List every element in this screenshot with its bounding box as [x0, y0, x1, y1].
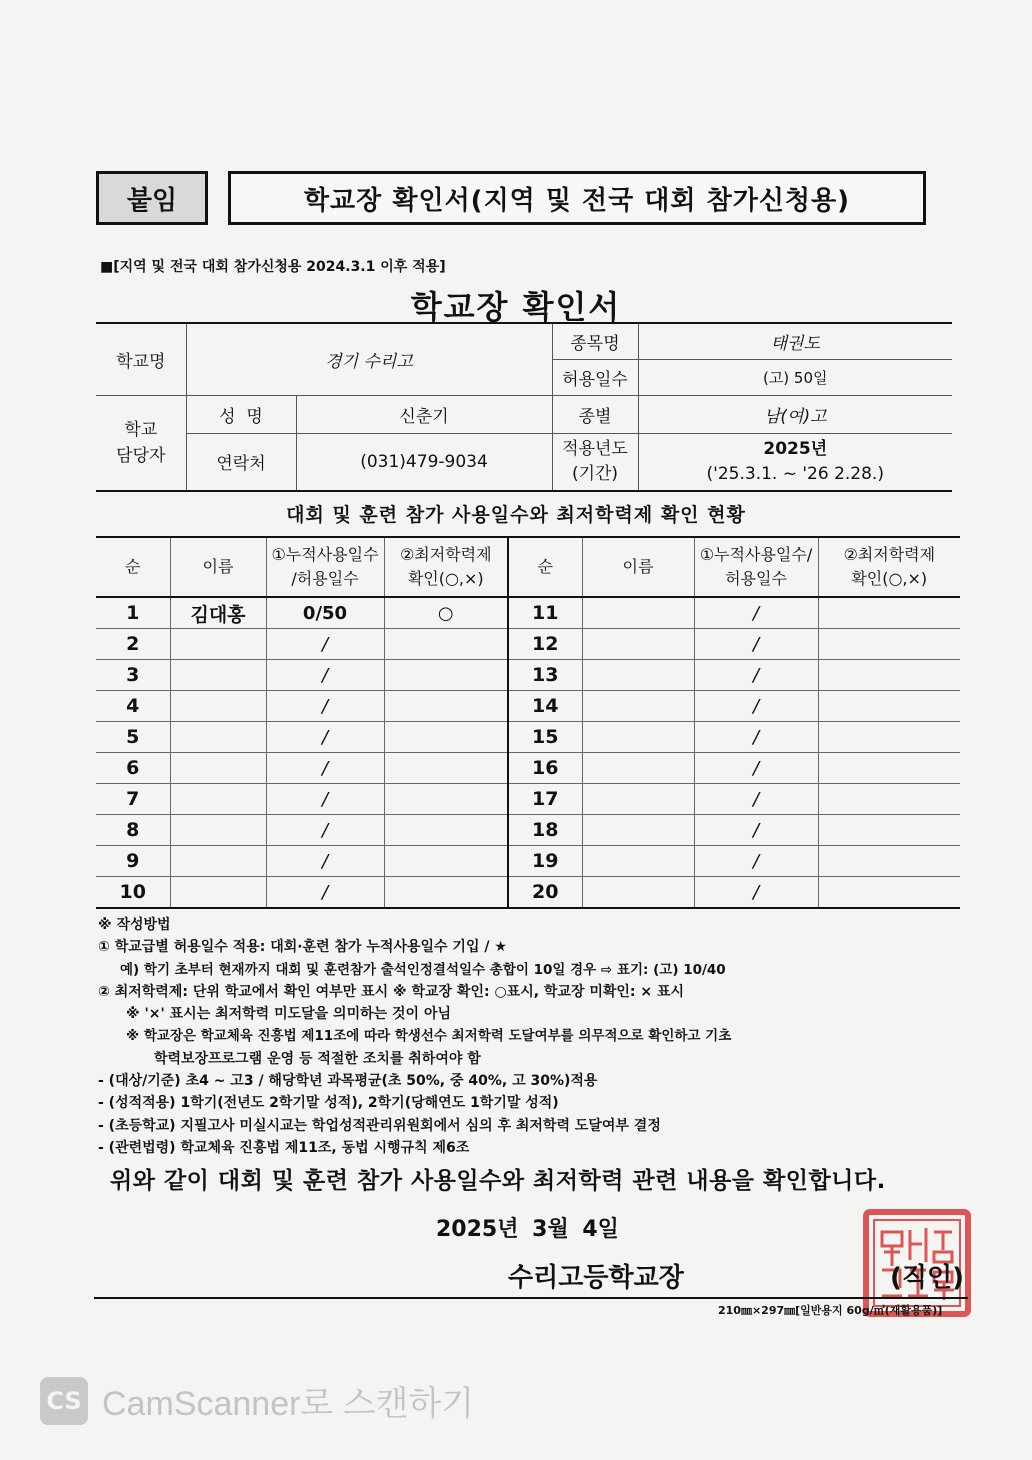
instruction-elementary: - (초등학교) 지필고사 미실시교는 학업성적관리위원회에서 심의 후 최저학력 도달여부 결정 — [98, 1117, 661, 1134]
row-days: / — [266, 691, 384, 722]
instructions — [98, 914, 978, 1159]
row-number: 10 — [96, 877, 170, 909]
row-days: / — [266, 629, 384, 660]
header-name: 이름 — [170, 537, 266, 597]
row-number: 2 — [96, 629, 170, 660]
row-days: / — [266, 660, 384, 691]
row-number: 12 — [508, 629, 582, 660]
row-min-check — [384, 815, 508, 846]
instruction-1-example: 예) 학기 초부터 현재까지 대회 및 훈련참가 출석인정결석일수 총합이 10일 경우 ⇨ 표기: (고) 10/40 — [120, 961, 726, 978]
row-days: / — [266, 753, 384, 784]
period-label — [552, 433, 638, 491]
row-number: 5 — [96, 722, 170, 753]
row-days: / — [694, 629, 818, 660]
row-min-check — [818, 660, 960, 691]
header-days-2-line1: ①누적사용일수/ — [699, 545, 813, 564]
camscanner-logo-icon: CS — [40, 1377, 88, 1425]
row-days: / — [694, 660, 818, 691]
school-name-value: 경기 수리고 — [186, 323, 552, 395]
instruction-grades: - (성적적용) 1학기(전년도 2학기말 성적), 2학기(당해연도 1학기말 성적) — [98, 1095, 559, 1112]
row-days: / — [694, 846, 818, 877]
row-min-check — [384, 660, 508, 691]
header-min — [384, 537, 508, 597]
row-name — [170, 691, 266, 722]
instruction-principal-note: ※ 학교장은 학교체육 진흥법 제11조에 따라 학생선수 최저학력 도달여부를 의무적으로 확인하고 기초 — [126, 1028, 732, 1045]
row-name — [582, 784, 694, 815]
row-days: / — [266, 846, 384, 877]
header-name-2: 이름 — [582, 537, 694, 597]
table-row — [96, 722, 960, 753]
sport-value: 태권도 — [638, 323, 952, 359]
table-row — [96, 784, 960, 815]
row-number: 20 — [508, 877, 582, 909]
staff-label: 학교 담당자 — [96, 395, 186, 491]
row-number: 11 — [508, 597, 582, 629]
period-label-line2: (기간) — [571, 463, 619, 484]
row-days: / — [694, 815, 818, 846]
row-min-check — [384, 691, 508, 722]
row-number: 15 — [508, 722, 582, 753]
row-name — [582, 629, 694, 660]
header-days-2 — [694, 537, 818, 597]
row-name — [582, 660, 694, 691]
row-name — [582, 846, 694, 877]
period-label-line1: 적용년도 — [562, 438, 628, 459]
contact-value: (031)479-9034 — [296, 433, 552, 491]
row-min-check — [818, 629, 960, 660]
row-name — [582, 722, 694, 753]
row-name: 김대홍 — [170, 597, 266, 629]
header-min-2 — [818, 537, 960, 597]
header-min-2-line2: 확인(○,×) — [851, 569, 928, 588]
row-min-check — [818, 691, 960, 722]
row-min-check — [384, 629, 508, 660]
header-no: 순 — [96, 537, 170, 597]
row-name — [170, 753, 266, 784]
instruction-2-note: ※ '×' 표시는 최저학력 미도달을 의미하는 것이 아님 — [126, 1006, 451, 1023]
row-number: 3 — [96, 660, 170, 691]
row-name — [170, 660, 266, 691]
signature-line — [94, 1297, 968, 1299]
row-min-check — [818, 784, 960, 815]
header-days-2-line2: 허용일수 — [725, 569, 787, 588]
row-min-check — [818, 597, 960, 629]
table-row — [96, 629, 960, 660]
row-min-check — [384, 722, 508, 753]
header-no-2: 순 — [508, 537, 582, 597]
row-name — [582, 815, 694, 846]
table-row — [96, 815, 960, 846]
row-name — [582, 877, 694, 909]
header-days-line1: ①누적사용일수 — [271, 545, 379, 564]
header-days — [266, 537, 384, 597]
row-name — [170, 722, 266, 753]
table-row — [96, 660, 960, 691]
row-number: 7 — [96, 784, 170, 815]
header-min-line1: ②최저학력제 — [399, 545, 492, 564]
row-number: 8 — [96, 815, 170, 846]
row-min-check — [818, 846, 960, 877]
row-days: / — [694, 722, 818, 753]
header-min-line2: 확인(○,×) — [407, 569, 484, 588]
confirmation-text: 위와 같이 대회 및 훈련 참가 사용일수와 최저학력 관련 내용을 확인합니다. — [110, 1168, 886, 1194]
instruction-2: ② 최저학력제: 단위 학교에서 확인 여부만 표시 ※ 학교장 확인: ○표시, 학교장 미확인: × 표시 — [98, 983, 685, 1000]
period-value — [638, 433, 952, 491]
row-name — [170, 877, 266, 909]
row-number: 4 — [96, 691, 170, 722]
row-number: 9 — [96, 846, 170, 877]
row-name — [582, 753, 694, 784]
row-name — [170, 784, 266, 815]
document-title: 학교장 확인서(지역 및 전국 대회 참가신청용) — [228, 171, 926, 225]
row-days: / — [266, 815, 384, 846]
row-number: 14 — [508, 691, 582, 722]
instruction-1: ① 학교급별 허용일수 적용: 대회·훈련 참가 누적사용일수 기입 / ★ — [98, 939, 507, 956]
issue-date: 2025년 3월 4일 — [436, 1217, 619, 1242]
row-days: / — [266, 877, 384, 909]
row-min-check — [818, 815, 960, 846]
participation-rows — [96, 597, 960, 908]
row-min-check — [384, 753, 508, 784]
row-number: 16 — [508, 753, 582, 784]
row-min-check — [384, 846, 508, 877]
row-number: 1 — [96, 597, 170, 629]
header-days-line2: /허용일수 — [291, 569, 359, 588]
attachment-label: 붙임 — [96, 171, 208, 225]
staff-name-value: 신춘기 — [296, 395, 552, 433]
contact-label: 연락처 — [186, 433, 296, 491]
sport-label: 종목명 — [552, 323, 638, 359]
list-title: 대회 및 훈련 참가 사용일수와 최저학력제 확인 현황 — [286, 504, 746, 526]
row-days: / — [694, 753, 818, 784]
instruction-target: - (대상/기준) 초4 ~ 고3 / 해당학년 과목평균(초 50%, 중 40%, 고 30%)적용 — [98, 1073, 598, 1090]
row-min-check — [384, 877, 508, 909]
row-min-check — [818, 722, 960, 753]
camscanner-text: CamScanner로 스캔하기 — [102, 1385, 475, 1423]
row-days: / — [266, 784, 384, 815]
table-row — [96, 691, 960, 722]
row-min-check: ○ — [384, 597, 508, 629]
row-days: / — [694, 597, 818, 629]
table-row — [96, 846, 960, 877]
row-name — [170, 815, 266, 846]
period-year: 2025년 — [763, 438, 828, 459]
table-row — [96, 877, 960, 909]
instruction-principal-note-2: 학력보장프로그램 운영 등 적절한 조치를 취하여야 함 — [154, 1050, 481, 1067]
table-row — [96, 753, 960, 784]
row-min-check — [818, 877, 960, 909]
staff-name-label: 성 명 — [186, 395, 296, 433]
row-number: 13 — [508, 660, 582, 691]
period-range: ('25.3.1. ~ '26 2.28.) — [706, 463, 884, 484]
allowed-days-label: 허용일수 — [552, 359, 638, 395]
participation-table — [96, 536, 960, 909]
row-min-check — [384, 784, 508, 815]
principal-name: 수리고등학교장 — [508, 1263, 684, 1293]
row-name — [582, 597, 694, 629]
row-number: 17 — [508, 784, 582, 815]
row-number: 6 — [96, 753, 170, 784]
gender-value: 남(여)고 — [638, 395, 952, 433]
camscanner-watermark — [40, 1376, 474, 1425]
row-days: / — [694, 784, 818, 815]
row-days: / — [694, 877, 818, 909]
school-name-label: 학교명 — [96, 323, 186, 395]
row-days: 0/50 — [266, 597, 384, 629]
row-number: 18 — [508, 815, 582, 846]
row-days: / — [266, 722, 384, 753]
table-row — [96, 597, 960, 629]
instructions-title: ※ 작성방법 — [98, 917, 171, 933]
seal-label: (직인) — [890, 1263, 964, 1293]
header-min-2-line1: ②최저학력제 — [843, 545, 936, 564]
row-name — [582, 691, 694, 722]
row-name — [170, 629, 266, 660]
allowed-days-value: (고) 50일 — [638, 359, 952, 395]
row-min-check — [818, 753, 960, 784]
instruction-law: - (관련법령) 학교체육 진흥법 제11조, 동법 시행규칙 제6조 — [98, 1139, 470, 1156]
school-info-table — [96, 322, 952, 492]
applicability-note: ■[지역 및 전국 대회 참가신청용 2024.3.1 이후 적용] — [100, 259, 446, 275]
row-number: 19 — [508, 846, 582, 877]
gender-label: 종별 — [552, 395, 638, 433]
row-name — [170, 846, 266, 877]
page-title: 학교장 확인서 — [410, 288, 622, 326]
paper-spec-note: 210㎜×297㎜[일반용지 60g/㎡(재활용품)] — [718, 1304, 943, 1317]
row-days: / — [694, 691, 818, 722]
